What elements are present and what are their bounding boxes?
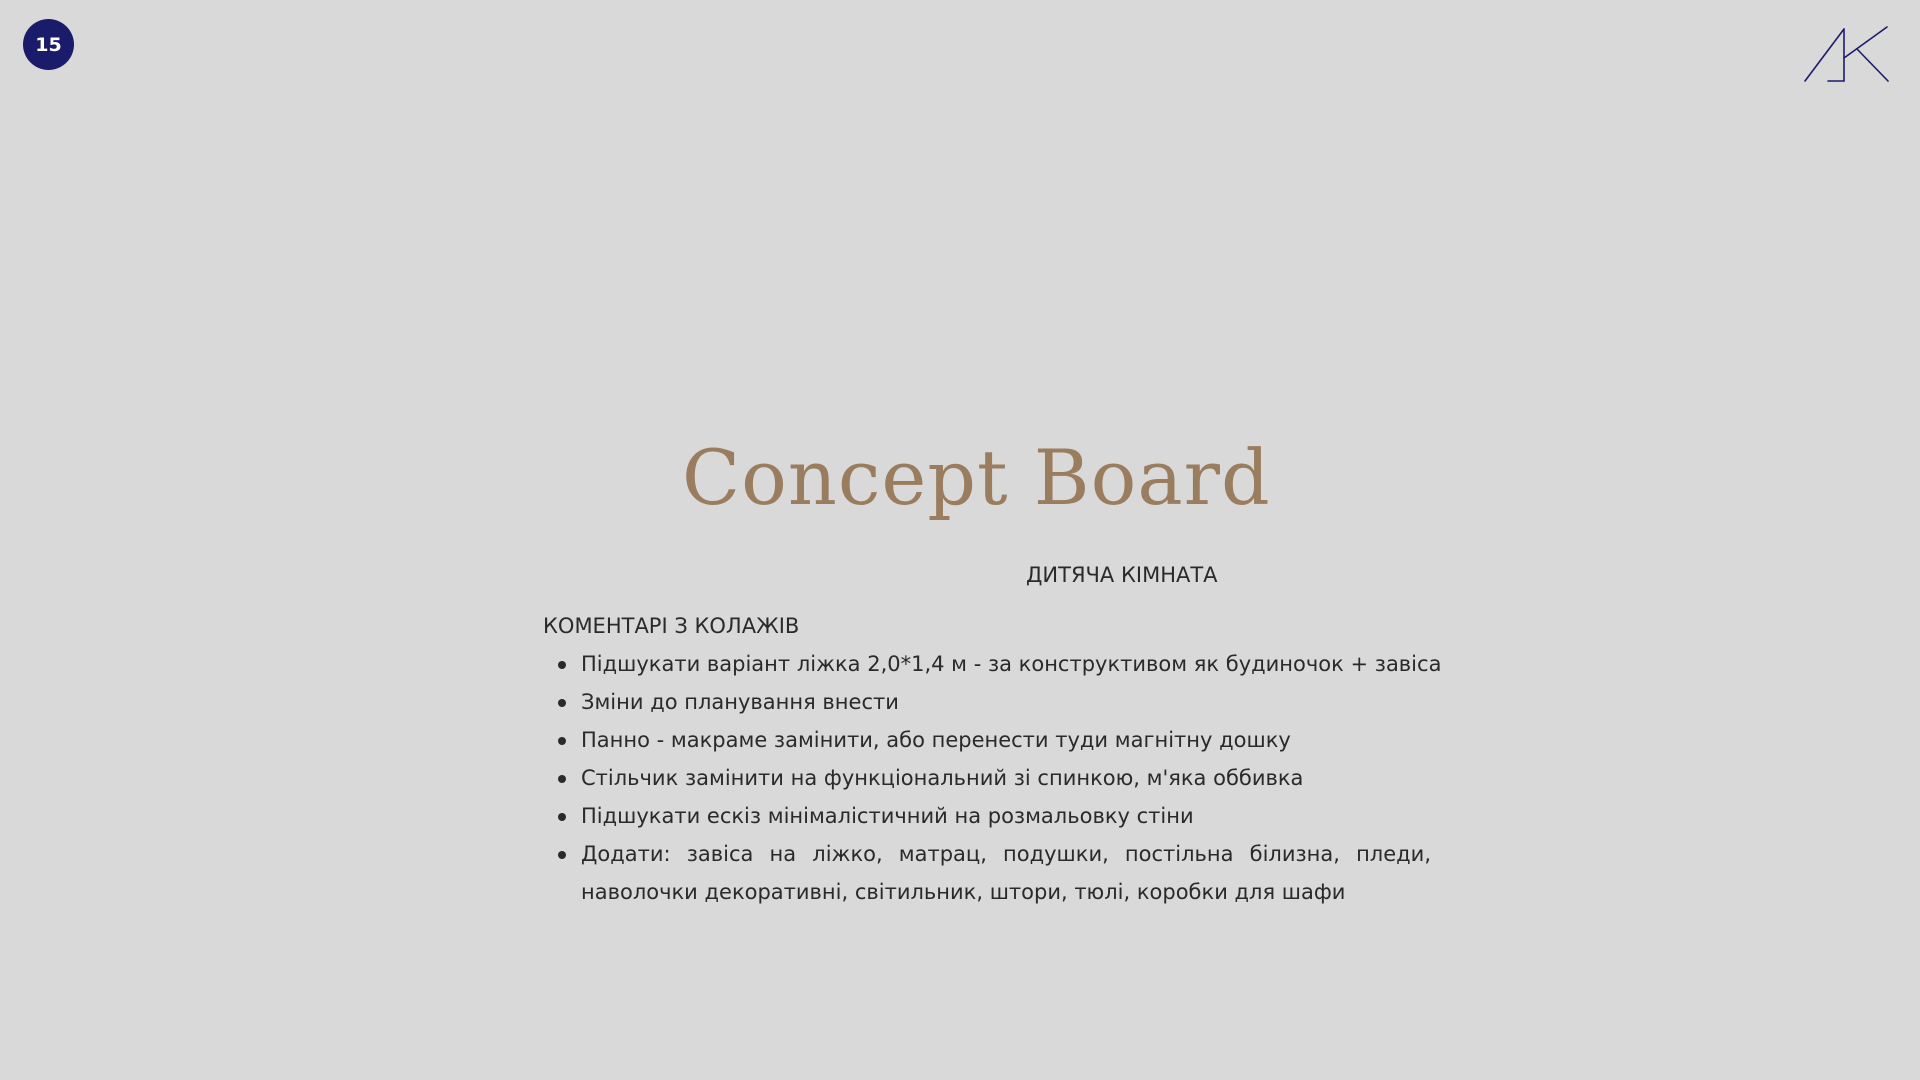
ak-logo [1804,25,1890,83]
list-item: Підшукати ескіз мінімалістичний на розмальовку стіни [581,797,1431,835]
comments-list [543,645,1442,911]
list-item: Зміни до планування внести [581,683,1431,721]
page-number: 15 [35,33,62,56]
room-subtitle: ДИТЯЧА КІМНАТА [1026,563,1218,587]
comments-section [543,607,1442,911]
list-item: Панно - макраме замінити, або перенести туди магнітну дошку [581,721,1431,759]
list-item: Стільчик замінити на функціональний зі спинкою, м'яка оббивка [581,759,1431,797]
list-item: Підшукати варіант ліжка 2,0*1,4 м - за конструктивом як будиночок + завіса [581,645,1431,683]
list-item: Додати: завіса на ліжко, матрац, подушки, постільна білизна, пледи, наволочки декоративні, світильник, штори, тюлі, коробки для шафи [581,835,1431,911]
comments-heading: КОМЕНТАРІ З КОЛАЖІВ [543,614,800,638]
page-number-badge [23,19,74,70]
page-title: Concept Board [682,433,1271,522]
